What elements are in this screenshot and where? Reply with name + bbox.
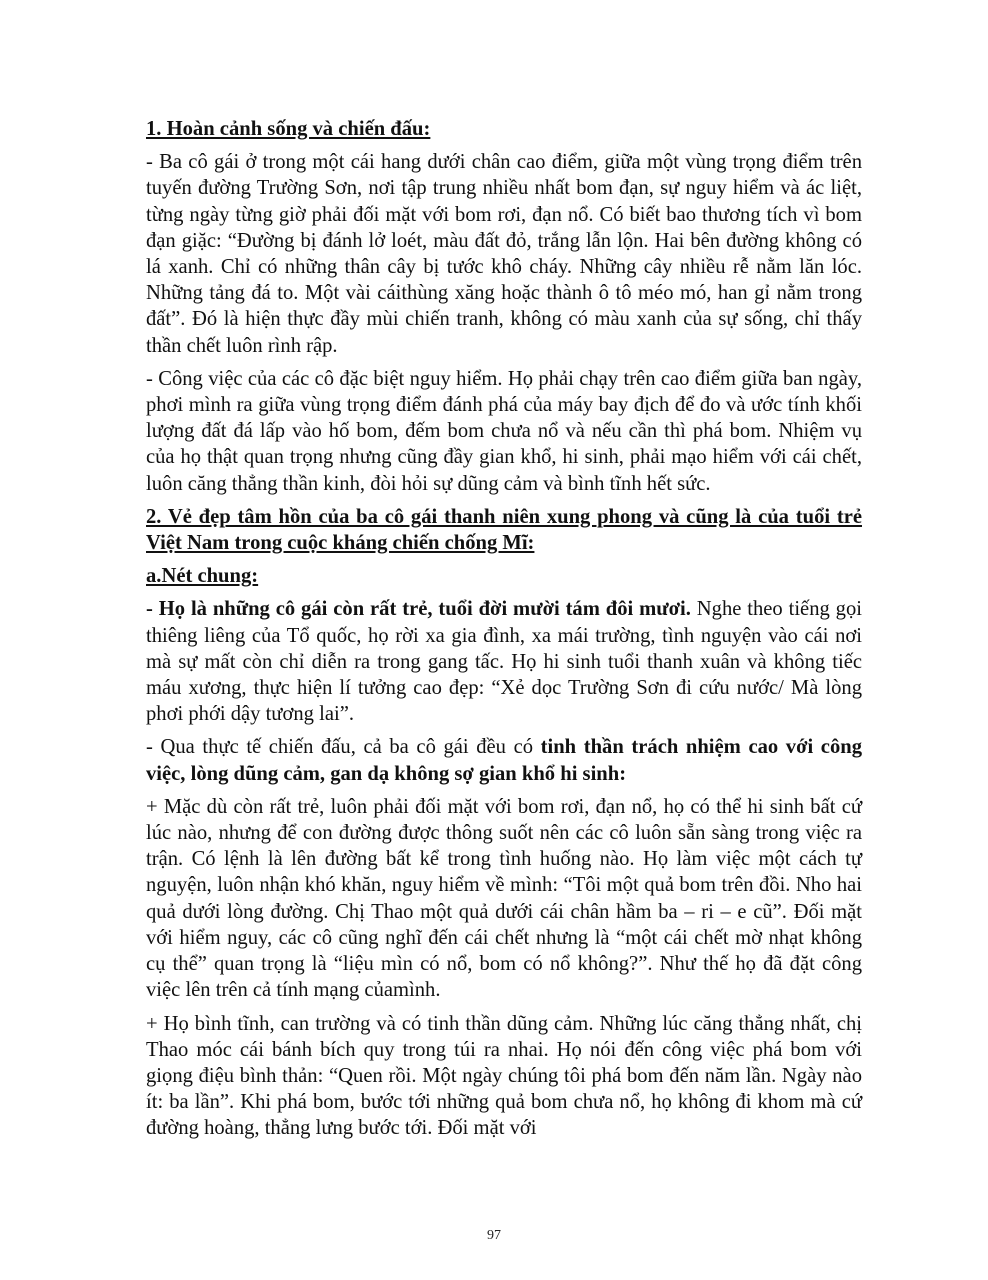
section-2-paragraph-3: + Mặc dù còn rất trẻ, luôn phải đối mặt với bom rơi, đạn nổ, họ có thể hi sinh bất cứ lúc nào, nhưng để con đường được thông suốt nên các cô luôn sẵn sàng trong việc ra trận. Có lệnh là lên đường bất kể trong tình huống nào. Họ làm việc một cách tự nguyện, luôn nhận khó khăn, nguy hiểm về mình: “Tôi một quả bom trên đồi. Nho hai quả dưới lòng đường. Chị Thao một quả dưới cái chân hầm ba – ri – e cũ”. Đối mặt với hiểm nguy, các cô cũng nghĩ đến cái chết nhưng là “một cái chết mờ nhạt không cụ thể” quan trọng là “liệu mìn có nổ, bom có nổ không?”. Như thế họ đã đặt công việc lên trên cả tính mạng củamình.: [146, 795, 862, 1002]
section-2-paragraph-4: + Họ bình tĩnh, can trường và có tinh thần dũng cảm. Những lúc căng thẳng nhất, chị Thao móc cái bánh bích quy trong túi ra nhai. Họ nói đến công việc phá bom với giọng điệu bình thản: “Quen rồi. Một ngày chúng tôi phá bom đến năm lần. Ngày nào ít: ba lần”. Khi phá bom, bước tới những quả bom chưa nổ, họ không đi khom mà cứ đường hoàng, thẳng lưng bước tới. Đối mặt với: [146, 1012, 862, 1140]
section-2-heading: 2. Vẻ đẹp tâm hồn của ba cô gái thanh niên xung phong và cũng là của tuổi trẻ Việt Nam trong cuộc kháng chiến chống Mĩ:: [146, 505, 862, 555]
paragraph-2-lead: - Qua thực tế chiến đấu, cả ba cô gái đều có: [146, 736, 541, 759]
document-page: [146, 116, 862, 1149]
paragraph-1-bold-lead: - Họ là những cô gái còn rất trẻ, tuổi đời mười tám đôi mươi.: [146, 598, 691, 621]
section-1-paragraph-2: - Công việc của các cô đặc biệt nguy hiểm. Họ phải chạy trên cao điểm giữa ban ngày, phơi mình ra giữa vùng trọng điểm đánh phá của máy bay địch để đo và ước tính khối lượng đất đá lấp vào hố bom, đếm bom chưa nổ và nếu cần thì phá bom. Nhiệm vụ của họ thật quan trọng nhưng cũng đầy gian khổ, hi sinh, phải mạo hiểm với cái chết, luôn căng thẳng thần kinh, đòi hỏi sự dũng cảm và bình tĩnh hết sức.: [146, 367, 862, 495]
section-2a-subheading: a.Nét chung:: [146, 565, 259, 588]
section-1-heading: 1. Hoàn cảnh sống và chiến đấu:: [146, 118, 431, 140]
section-2-paragraph-1: [146, 596, 862, 727]
page-number: 97: [487, 1228, 501, 1243]
section-2-paragraph-2: [146, 734, 862, 786]
paragraph-2-bold: tinh thần trách nhiệm cao với công việc, lòng dũng cảm, gan dạ không sợ gian khổ hi sinh:: [146, 736, 862, 785]
section-1-paragraph-1: - Ba cô gái ở trong một cái hang dưới chân cao điểm, giữa một vùng trọng điểm trên tuyến đường Trường Sơn, nơi tập trung nhiều nhất bom đạn, sự nguy hiểm và ác liệt, từng ngày từng giờ phải đối mặt với bom rơi, đạn nổ. Có biết bao thương tích vì bom đạn giặc: “Đường bị đánh lở loét, màu đất đỏ, trắng lẫn lộn. Hai bên đường không có lá xanh. Chỉ có những thân cây bị tước khô cháy. Những cây nhiều rễ nằm lăn lóc. Những tảng đá to. Một vài cáithùng xăng hoặc thành ô tô méo mó, han gỉ nằm trong đất”. Đó là hiện thực đầy mùi chiến tranh, không có màu xanh của sự sống, chỉ thấy thần chết luôn rình rập.: [146, 151, 862, 357]
paragraph-1-rest: Nghe theo tiếng gọi thiêng liêng của Tổ quốc, họ rời xa gia đình, xa mái trường, tình nguyện vào cái nơi mà sự mất còn chỉ diễn ra trong gang tấc. Họ hi sinh tuổi thanh xuân và không tiếc máu xương, thực hiện lí tưởng cao đẹp: “Xẻ dọc Trường Sơn đi cứu nước/ Mà lòng phơi phới dậy tương lai”.: [146, 598, 862, 726]
